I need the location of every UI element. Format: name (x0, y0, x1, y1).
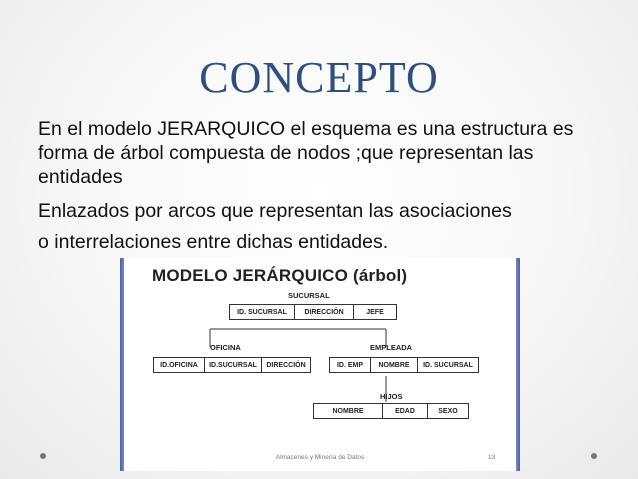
hijos-field: SEXO (427, 403, 469, 419)
decorative-dot-right (591, 453, 597, 459)
figure-footer: Almacenes y Minería de Datos (275, 454, 365, 461)
hijos-field: EDAD (382, 403, 428, 419)
paragraph-arcs: Enlazados por arcos que representan las asociaciones (38, 200, 512, 222)
empleada-label: EMPLEADA (370, 343, 413, 352)
paragraph-relations: o interrelaciones entre dichas entidades. (38, 231, 389, 253)
sucursal-field: DIRECCIÓN (294, 304, 354, 320)
sucursal-row (230, 304, 397, 320)
oficina-field: DIRECCIÓN (261, 357, 311, 373)
oficina-row (154, 357, 311, 373)
oficina-field: ID.OFICINA (153, 357, 205, 373)
empleada-field: NOMBRE (370, 357, 418, 373)
empleada-field: ID. SUCURSAL (417, 357, 479, 373)
empleada-row (330, 357, 479, 373)
sucursal-field: JEFE (353, 304, 397, 320)
hierarchical-model-figure (124, 258, 516, 471)
empleada-field: ID. EMP (329, 357, 371, 373)
sucursal-field: ID. SUCURSAL (229, 304, 295, 320)
hijos-field: NOMBRE (313, 403, 383, 419)
oficina-field: ID.SUCURSAL (204, 357, 262, 373)
figure-title: MODELO JERÁRQUICO (árbol) (152, 266, 408, 285)
oficina-label: OFICINA (210, 343, 241, 352)
figure-page-number: 13 (488, 454, 496, 461)
sucursal-label: SUCURSAL (288, 291, 330, 300)
paragraph-concept: En el modelo JERARQUICO el esquema es una estructura es forma de árbol compuesta de nodos ;que representan las entidades (38, 118, 574, 188)
slide-title: CONCEPTO (199, 53, 439, 102)
hijos-row (314, 403, 469, 419)
decorative-dot-left (40, 453, 46, 459)
hijos-label: HIJOS (380, 392, 403, 401)
